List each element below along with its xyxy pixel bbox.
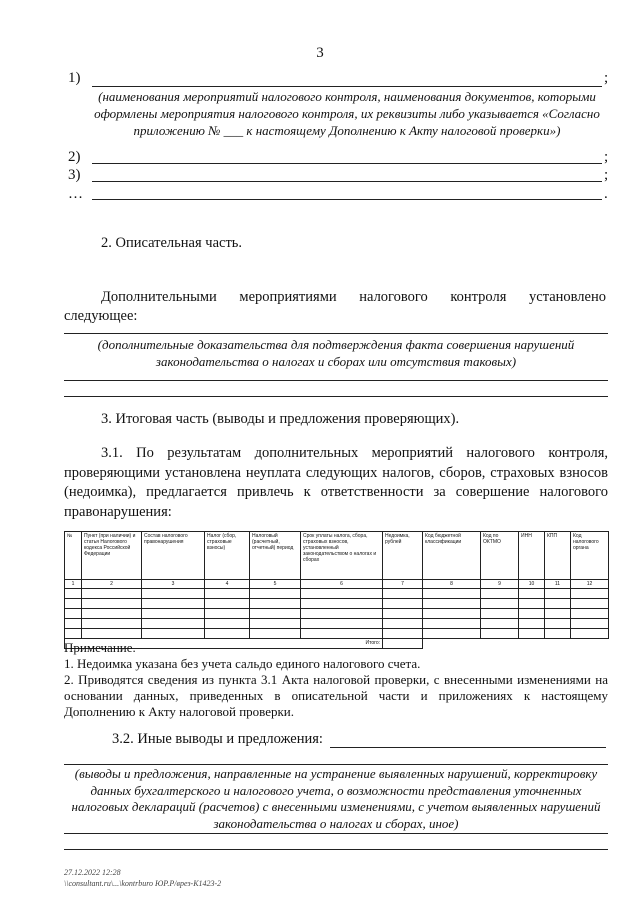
- note-2: 2. Приводятся сведения из пункта 3.1 Акта налоговой проверки, с внесенными изменениями на основании данных, приведенных в описательной части и приложениях к настоящему Дополнению к Акту налоговой проверки.: [64, 672, 608, 719]
- col-header-arrears: Недоимка, рублей: [383, 532, 423, 580]
- table-column-numbers-row: [65, 580, 609, 589]
- col-number: 3: [142, 580, 205, 589]
- table-row: [65, 599, 609, 609]
- col-number: 4: [205, 580, 250, 589]
- table-row: [65, 609, 609, 619]
- col-header-inn: ИНН: [519, 532, 545, 580]
- list-item-more-line: [92, 199, 602, 200]
- col-number: 9: [481, 580, 519, 589]
- section3-2-title: 3.2. Иные выводы и предложения:: [112, 731, 323, 747]
- section2-hint: (дополнительные доказательства для подтверждения факта совершения нарушений законодательства о налогах и сборах или отсутствия таковых): [97, 337, 575, 369]
- tax-arrears-table: [64, 531, 609, 649]
- table-header-row: [65, 532, 609, 580]
- list-item-1-line: [92, 86, 602, 87]
- footer-date: 27.12.2022 12:28: [64, 868, 121, 877]
- list-item-2-number: 2): [68, 149, 81, 165]
- footer-doc-path: \\consultant.ru\...\kontrburo ЮР.Р/врез-К1423-2: [64, 879, 222, 888]
- col-number: 5: [250, 580, 301, 589]
- col-header-tax-authority: Код налогового органа: [571, 532, 609, 580]
- list-item-more-end: .: [604, 186, 608, 202]
- table-row: [65, 589, 609, 599]
- section3-2-inline-line: [330, 747, 606, 748]
- list-hint: (наименования мероприятий налогового контроля, наименования документов, которыми оформлены мероприятия налогового контроля, их реквизиты либо указывается «Согласно приложению № ___ к настоящему Дополнению к Акту налоговой проверки»): [94, 89, 600, 138]
- col-header-period: Налоговый (расчетный, отчетный) период: [250, 532, 301, 580]
- col-number: 12: [571, 580, 609, 589]
- list-item-3-line: [92, 181, 602, 182]
- section3-2-line-2: [64, 833, 608, 834]
- table-row: [65, 619, 609, 629]
- col-number: 8: [423, 580, 481, 589]
- table-total-label: Итого:: [65, 639, 383, 649]
- section3-title: 3. Итоговая часть (выводы и предложения проверяющих).: [101, 411, 460, 427]
- col-number: 7: [383, 580, 423, 589]
- col-number: 2: [82, 580, 142, 589]
- col-header-oktmo: Код по ОКТМО: [481, 532, 519, 580]
- col-number: 6: [301, 580, 383, 589]
- section2-text: Дополнительными мероприятиями налогового контроля установлено следующее:: [64, 289, 606, 324]
- col-header-number: №: [65, 532, 82, 580]
- col-header-kpp: КПП: [545, 532, 571, 580]
- note-1: 1. Недоимка указана без учета сальдо единого налогового счета.: [64, 656, 421, 671]
- section2-line-3: [64, 396, 608, 397]
- col-number: 1: [65, 580, 82, 589]
- col-header-deadline: Срок уплаты налога, сбора, страховых взносов, установленный законодательством о налогах и сборах: [301, 532, 383, 580]
- table-row: [65, 629, 609, 639]
- section3-2-hint: (выводы и предложения, направленные на устранение выявленных нарушений, корректировку данных бухгалтерского и налогового учета, о возможности представления уточненных налоговых деклараций (расчетов) с внесенными изменениями, с учетом выявленных нарушений законодательства о налогах и сборах, иное): [71, 766, 601, 831]
- col-number: 10: [519, 580, 545, 589]
- col-number: 11: [545, 580, 571, 589]
- col-header-article: Пункт (при наличии) и статья Налогового кодекса Российской Федерации: [82, 532, 142, 580]
- table-total-row: [65, 639, 609, 649]
- col-header-tax: Налог (сбор, страховые взносы): [205, 532, 250, 580]
- section3-paragraph-3-1: 3.1. По результатам дополнительных мероприятий налогового контроля, проверяющими установлена неуплата следующих налогов, сборов, страховых взносов (недоимка), предлагается привлечь к ответственности за совершение налогового правонарушения:: [64, 445, 608, 520]
- col-header-kbk: Код бюджетной классификации: [423, 532, 481, 580]
- page-number: 3: [316, 45, 324, 61]
- section3-2-line-3: [64, 849, 608, 850]
- list-item-3-end: ;: [604, 167, 609, 183]
- section3-2-line-1: [64, 764, 608, 765]
- list-item-3-number: 3): [68, 167, 81, 183]
- list-item-2-line: [92, 163, 602, 164]
- section2-title: 2. Описательная часть.: [101, 235, 243, 251]
- section2-line-1: [64, 333, 608, 334]
- notes-title: Примечание.: [64, 640, 136, 655]
- table-total-value: [383, 639, 423, 649]
- list-item-more: …: [68, 186, 83, 202]
- list-item-2-end: ;: [604, 149, 609, 165]
- col-header-violation: Состав налогового правонарушения: [142, 532, 205, 580]
- list-item-1-number: 1): [68, 70, 81, 86]
- list-item-1-end: ;: [604, 70, 609, 86]
- section2-line-2: [64, 380, 608, 381]
